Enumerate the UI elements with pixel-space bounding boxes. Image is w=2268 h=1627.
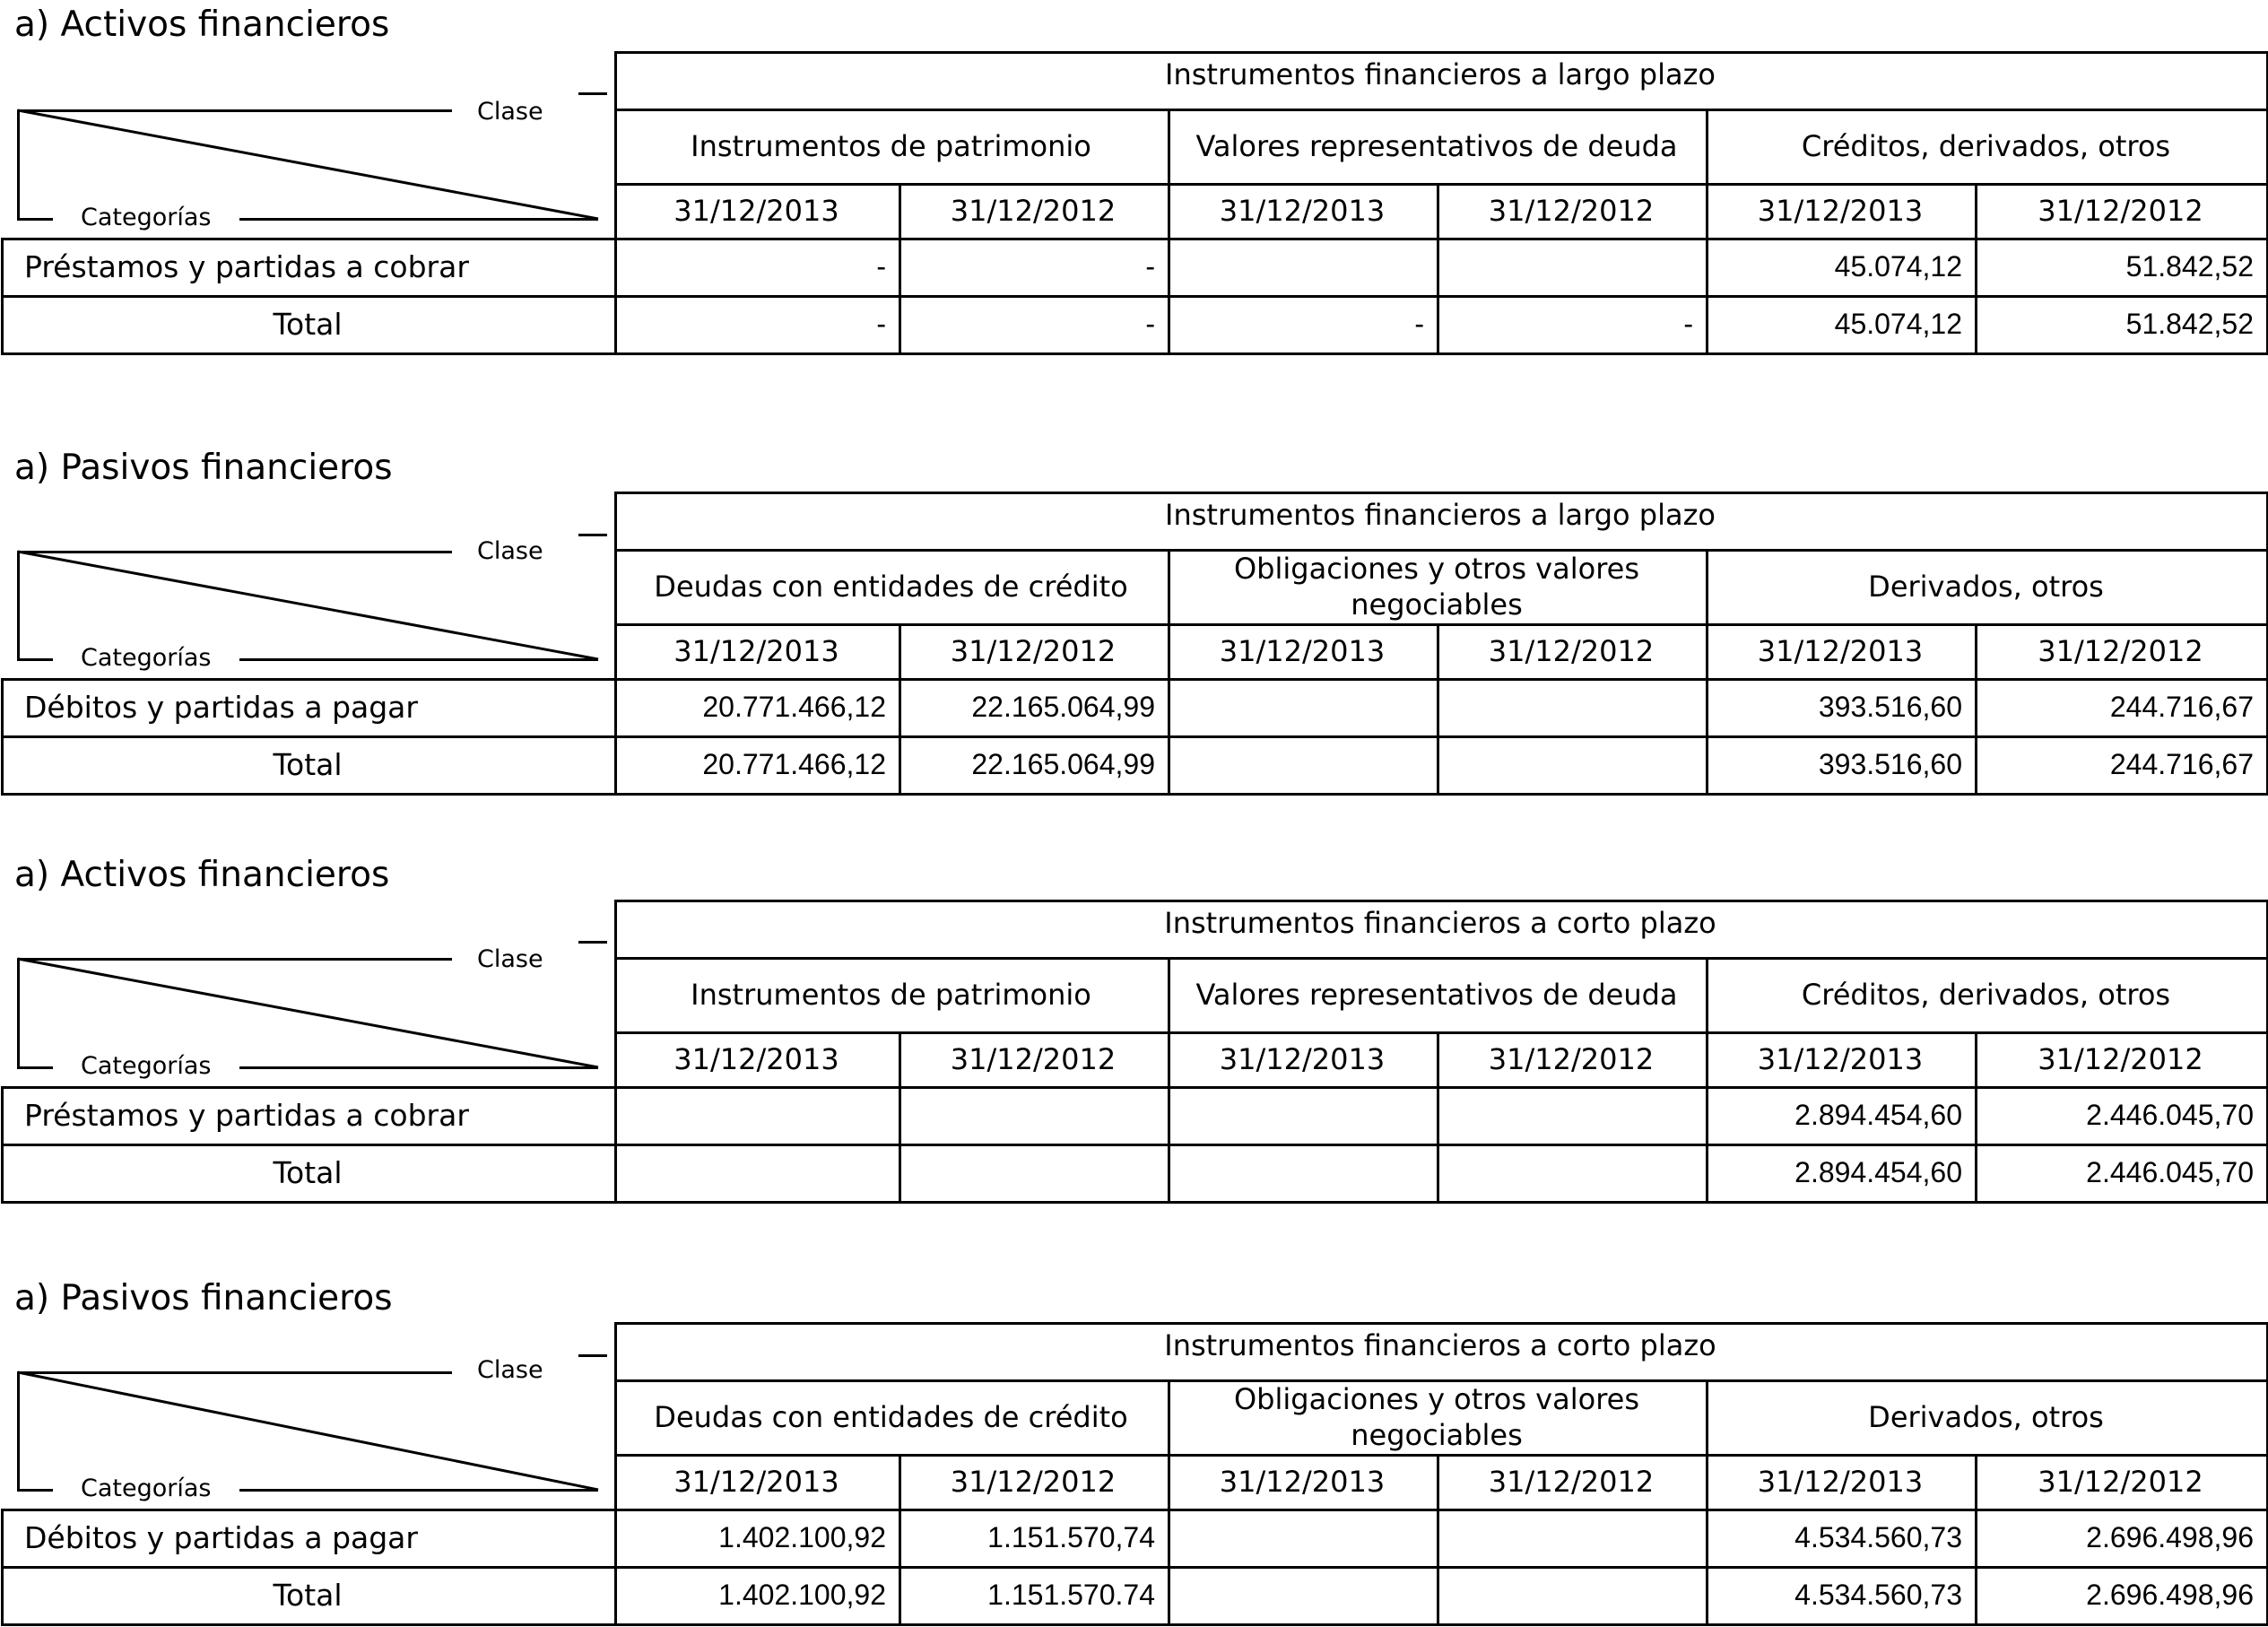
value-cell (614, 678, 899, 735)
value-cell (1975, 238, 2266, 295)
total-row-label (1, 295, 614, 352)
section-title: a) Pasivos financieros (14, 1278, 393, 1318)
date-header-text: 31/12/2012 (1488, 1464, 1655, 1499)
column-group-header-text: Valores representativos de deuda (1195, 977, 1678, 1012)
section-title: a) Activos financieros (14, 855, 390, 895)
date-header-text: 31/12/2013 (1757, 633, 1924, 668)
value-cell-text: 2.696.498,96 (2086, 1578, 2254, 1611)
column-group-header-text: Créditos, derivados, otros (1801, 128, 2171, 163)
date-header (1168, 623, 1437, 678)
table-rule (1168, 1379, 1170, 1454)
date-header (1975, 623, 2266, 678)
group-header-text: Instrumentos financieros a corto plazo (1164, 906, 1716, 940)
date-header (1706, 183, 1975, 238)
column-group-header-text: Créditos, derivados, otros (1801, 977, 2171, 1012)
category-label: Categorías (81, 204, 212, 231)
category-label: Categorías (81, 1475, 212, 1502)
column-group-header-text: Obligaciones y otros valores negociables (1233, 1381, 1639, 1452)
value-cell-text: 22.165.064,99 (971, 747, 1155, 780)
date-header (1975, 1031, 2266, 1086)
total-row-label-text: Total (273, 746, 343, 782)
value-cell (614, 1509, 899, 1566)
date-header-text: 31/12/2012 (2038, 193, 2203, 228)
value-cell-text: 20.771.466,12 (702, 747, 886, 780)
table-rule (1, 1623, 2268, 1626)
table-rule (1706, 109, 1708, 183)
column-group-header-text: Valores representativos de deuda (1195, 128, 1678, 163)
column-group-header-text: Instrumentos de patrimonio (691, 128, 1091, 163)
value-cell-text: 4.534.560,73 (1794, 1578, 1962, 1611)
value-cell (1706, 1086, 1975, 1144)
value-cell-text: - (1683, 307, 1693, 340)
date-header-text: 31/12/2012 (2038, 1041, 2203, 1076)
table-rule (1168, 549, 1170, 623)
value-cell (1168, 1086, 1437, 1144)
column-group-header-text: Derivados, otros (1868, 569, 2104, 604)
value-cell (1706, 678, 1975, 735)
class-label: Clase (477, 1356, 543, 1384)
date-header-text: 31/12/2012 (950, 1041, 1117, 1076)
value-cell (1975, 735, 2266, 793)
date-header (899, 1454, 1168, 1509)
value-cell (614, 1086, 899, 1144)
value-cell (899, 238, 1168, 295)
value-cell-text: 2.696.498,96 (2086, 1520, 2254, 1553)
value-cell (1975, 1509, 2266, 1566)
value-cell-text: 1.151.570.74 (987, 1578, 1155, 1611)
value-cell (1437, 1566, 1706, 1623)
date-header (1706, 1454, 1975, 1509)
value-cell-text: 45.074,12 (1834, 307, 1962, 340)
column-group-header (1186, 957, 1688, 1031)
table-rule (1, 352, 2268, 355)
column-group-header (1724, 1379, 2248, 1454)
value-cell-text: 244.716,67 (2109, 690, 2254, 723)
column-group-header-text: Deudas con entidades de crédito (654, 569, 1128, 604)
table-rule (1706, 1379, 1708, 1454)
date-header-text: 31/12/2013 (673, 633, 839, 668)
total-row-label-text: Total (273, 1577, 343, 1613)
column-group-header (632, 549, 1150, 623)
value-cell (1437, 238, 1706, 295)
date-header (1168, 1031, 1437, 1086)
value-cell (899, 1509, 1168, 1566)
date-header-text: 31/12/2012 (1488, 633, 1655, 668)
date-header (1437, 1454, 1706, 1509)
value-cell-text: 393.516,60 (1818, 690, 1962, 723)
value-cell-text: 4.534.560,73 (1794, 1520, 1962, 1553)
date-header-text: 31/12/2013 (1219, 193, 1386, 228)
value-cell-text: - (1145, 307, 1155, 340)
value-cell (1437, 295, 1706, 352)
table-rule (1706, 957, 1708, 1031)
date-header (614, 623, 899, 678)
date-header (1437, 1031, 1706, 1086)
table-rule (1, 1201, 2268, 1204)
column-group-header (1186, 549, 1688, 623)
column-group-header-text: Obligaciones y otros valores negociables (1233, 551, 1639, 622)
value-cell-text: 45.074,12 (1834, 249, 1962, 283)
row-label (1, 1086, 614, 1144)
section-title: a) Activos financieros (14, 4, 390, 45)
date-header (1975, 1454, 2266, 1509)
group-header-text: Instrumentos financieros a largo plazo (1165, 57, 1716, 91)
group-header (614, 894, 2266, 952)
date-header (1437, 183, 1706, 238)
value-cell (1168, 295, 1437, 352)
value-cell-text: 2.894.454,60 (1794, 1098, 1962, 1131)
value-cell (1706, 238, 1975, 295)
date-header-text: 31/12/2013 (673, 1464, 839, 1499)
date-header-text: 31/12/2012 (2038, 1464, 2203, 1499)
value-cell (614, 295, 899, 352)
date-header (1168, 1454, 1437, 1509)
category-label: Categorías (81, 1052, 212, 1080)
class-label: Clase (477, 537, 543, 565)
date-header (1706, 623, 1975, 678)
value-cell (1168, 678, 1437, 735)
total-row-label (1, 735, 614, 793)
date-header (614, 183, 899, 238)
group-header-text: Instrumentos financieros a largo plazo (1165, 498, 1716, 532)
date-header-text: 31/12/2013 (1757, 193, 1924, 228)
row-label-text: Débitos y partidas a pagar (24, 1519, 418, 1555)
date-header (614, 1454, 899, 1509)
value-cell (899, 1086, 1168, 1144)
date-header-text: 31/12/2013 (1219, 1464, 1386, 1499)
category-label: Categorías (81, 644, 212, 672)
column-group-header-text: Derivados, otros (1868, 1399, 2104, 1434)
class-label: Clase (477, 98, 543, 126)
date-header (899, 623, 1168, 678)
value-cell (1706, 295, 1975, 352)
value-cell (1437, 678, 1706, 735)
date-header (614, 1031, 899, 1086)
column-group-header (632, 1379, 1150, 1454)
date-header-text: 31/12/2013 (1757, 1464, 1924, 1499)
column-group-header (1724, 109, 2248, 183)
value-cell (1437, 735, 1706, 793)
date-header (899, 1031, 1168, 1086)
value-cell-text: - (1145, 249, 1155, 283)
value-cell-text: - (876, 307, 886, 340)
value-cell (614, 238, 899, 295)
value-cell-text: 2.446.045,70 (2086, 1098, 2254, 1131)
value-cell-text: 393.516,60 (1818, 747, 1962, 780)
value-cell-text: 244.716,67 (2109, 747, 2254, 780)
value-cell (1706, 1566, 1975, 1623)
date-header-text: 31/12/2013 (1219, 633, 1386, 668)
date-header (1168, 183, 1437, 238)
row-label (1, 238, 614, 295)
value-cell (1975, 295, 2266, 352)
column-group-header (1724, 549, 2248, 623)
value-cell (899, 735, 1168, 793)
row-label-text: Débitos y partidas a pagar (24, 689, 418, 725)
value-cell (1706, 735, 1975, 793)
value-cell (614, 735, 899, 793)
group-header (614, 486, 2266, 544)
column-group-header (632, 109, 1150, 183)
date-header (1975, 183, 2266, 238)
group-header (614, 46, 2266, 103)
value-cell (614, 1144, 899, 1201)
date-header-text: 31/12/2013 (673, 1041, 839, 1076)
value-cell-text: 1.151.570,74 (987, 1520, 1155, 1553)
total-row-label-text: Total (273, 306, 343, 342)
column-group-header (1186, 109, 1688, 183)
value-cell (1168, 238, 1437, 295)
total-row-label (1, 1566, 614, 1623)
value-cell (1437, 1144, 1706, 1201)
row-label (1, 1509, 614, 1566)
value-cell (899, 1566, 1168, 1623)
value-cell (1437, 1509, 1706, 1566)
table-rule (1, 793, 2268, 796)
table-rule (1706, 549, 1708, 623)
date-header-text: 31/12/2012 (1488, 193, 1655, 228)
value-cell-text: 1.402.100,92 (718, 1520, 886, 1553)
date-header (899, 183, 1168, 238)
value-cell (1975, 1086, 2266, 1144)
value-cell-text: 2.446.045,70 (2086, 1155, 2254, 1188)
value-cell (899, 678, 1168, 735)
column-group-header-text: Deudas con entidades de crédito (654, 1399, 1128, 1434)
date-header-text: 31/12/2012 (2038, 633, 2203, 668)
group-header-text: Instrumentos financieros a corto plazo (1164, 1328, 1716, 1362)
value-cell (1975, 678, 2266, 735)
date-header-text: 31/12/2013 (1757, 1041, 1924, 1076)
date-header-text: 31/12/2012 (950, 1464, 1117, 1499)
date-header (1437, 623, 1706, 678)
value-cell-text: 51.842,52 (2125, 249, 2254, 283)
row-label (1, 678, 614, 735)
value-cell-text: 22.165.064,99 (971, 690, 1155, 723)
value-cell-text: 1.402.100,92 (718, 1578, 886, 1611)
date-header-text: 31/12/2012 (1488, 1041, 1655, 1076)
total-row-label (1, 1144, 614, 1201)
row-label-text: Préstamos y partidas a cobrar (24, 248, 469, 284)
column-group-header-text: Instrumentos de patrimonio (691, 977, 1091, 1012)
class-label: Clase (477, 945, 543, 973)
value-cell-text: 20.771.466,12 (702, 690, 886, 723)
value-cell (1168, 1509, 1437, 1566)
date-header (1706, 1031, 1975, 1086)
value-cell (899, 1144, 1168, 1201)
date-header-text: 31/12/2013 (1219, 1041, 1386, 1076)
table-rule (1168, 109, 1170, 183)
total-row-label-text: Total (273, 1154, 343, 1190)
date-header-text: 31/12/2013 (673, 193, 839, 228)
value-cell (1168, 735, 1437, 793)
value-cell-text: - (876, 249, 886, 283)
column-group-header (632, 957, 1150, 1031)
value-cell-text: 2.894.454,60 (1794, 1155, 1962, 1188)
table-rule (1168, 957, 1170, 1031)
date-header-text: 31/12/2012 (950, 193, 1117, 228)
value-cell (1975, 1566, 2266, 1623)
column-group-header (1724, 957, 2248, 1031)
value-cell (1168, 1144, 1437, 1201)
value-cell (1168, 1566, 1437, 1623)
value-cell (899, 295, 1168, 352)
value-cell (1975, 1144, 2266, 1201)
value-cell-text: - (1414, 307, 1424, 340)
column-group-header (1186, 1379, 1688, 1454)
section-title: a) Pasivos financieros (14, 448, 393, 488)
group-header (614, 1317, 2266, 1374)
value-cell (1706, 1144, 1975, 1201)
value-cell (1437, 1086, 1706, 1144)
value-cell (614, 1566, 899, 1623)
row-label-text: Préstamos y partidas a cobrar (24, 1097, 469, 1133)
value-cell (1706, 1509, 1975, 1566)
value-cell-text: 51.842,52 (2125, 307, 2254, 340)
date-header-text: 31/12/2012 (950, 633, 1117, 668)
